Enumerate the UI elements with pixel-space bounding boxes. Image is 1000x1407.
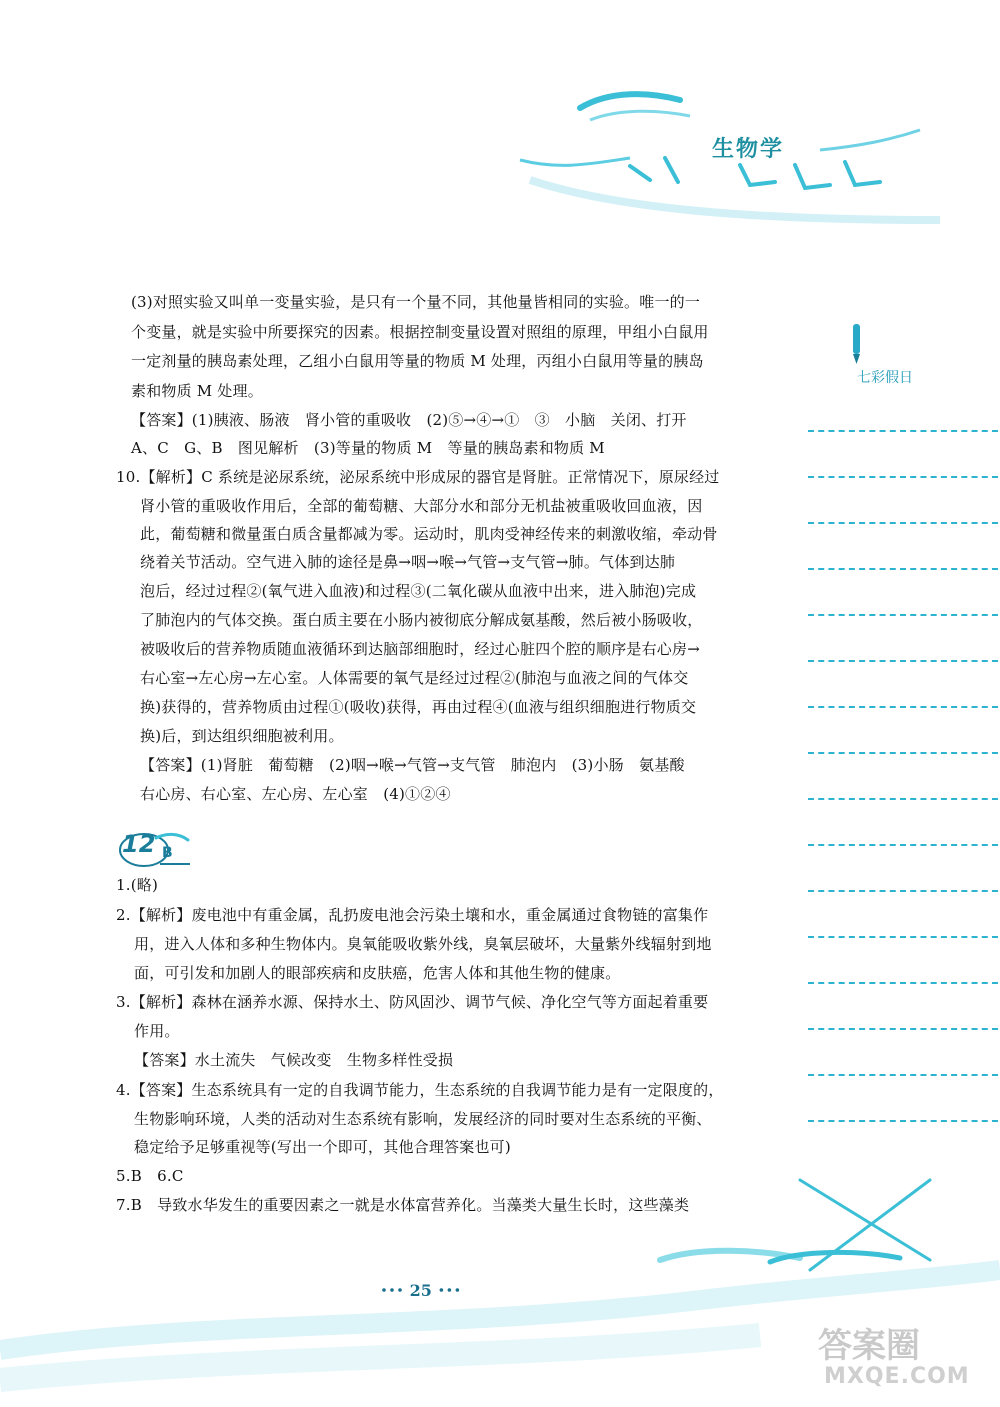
note-line bbox=[808, 706, 998, 708]
page-number: ･･･ 25 ･･･ bbox=[380, 1281, 462, 1300]
note-line bbox=[808, 568, 998, 570]
text-line: 3.【解析】森林在涵养水源、保持水土、防风固沙、调节气候、净化空气等方面起着重要 bbox=[116, 993, 709, 1011]
subject-title: 生物学 bbox=[712, 137, 785, 162]
text-line: 生物影响环境，人类的活动对生态系统有影响，发展经济的同时要对生态系统的平衡、 bbox=[134, 1110, 712, 1128]
note-line bbox=[808, 522, 998, 524]
note-line bbox=[808, 890, 998, 892]
text-line: 换)获得的，营养物质由过程①(吸收)获得，再由过程④(血液与组织细胞进行物质交 bbox=[140, 698, 697, 716]
text-line: (3)对照实验又叫单一变量实验，是只有一个量不同，其他量皆相同的实验。唯一的一 bbox=[131, 293, 701, 311]
text-line: 一定剂量的胰岛素处理，乙组小白鼠用等量的物质 M 处理，丙组小白鼠用等量的胰岛 bbox=[131, 352, 704, 370]
section-letter: B bbox=[162, 845, 173, 861]
text-line: 用，进入人体和多种生物体内。臭氧能吸收紫外线，臭氧层破坏，大量紫外线辐射到地 bbox=[134, 935, 712, 953]
text-line: 右心室→左心房→左心室。人体需要的氧气是经过过程②(肺泡与血液之间的气体交 bbox=[140, 669, 689, 687]
note-line bbox=[808, 752, 998, 754]
text-line: 此，葡萄糖和微量蛋白质含量都减为零。运动时，肌肉受神经传来的刺激收缩，牵动骨 bbox=[140, 525, 718, 543]
note-line bbox=[808, 1028, 998, 1030]
note-lines bbox=[808, 430, 998, 1166]
text-line: 了肺泡内的气体交换。蛋白质主要在小肠内被彻底分解成氨基酸，然后被小肠吸收， bbox=[140, 611, 703, 629]
text-line: 换)后，到达组织细胞被利用。 bbox=[140, 727, 344, 745]
text-line: 个变量，就是实验中所要探究的因素。根据控制变量设置对照组的原理，甲组小白鼠用 bbox=[131, 323, 709, 341]
section-number: 12 bbox=[122, 830, 156, 858]
note-line bbox=[808, 1074, 998, 1076]
note-line bbox=[808, 476, 998, 478]
note-line bbox=[808, 614, 998, 616]
watermark-logo-text: 答案圈 bbox=[818, 1326, 920, 1366]
text-line: 【答案】(1)胰液、肠液 肾小管的重吸收 (2)⑤→④→① ③ 小脑 关闭、打开 bbox=[131, 411, 687, 429]
text-line: 2.【解析】废电池中有重金属，乱扔废电池会污染土壤和水，重金属通过食物链的富集作 bbox=[116, 906, 709, 924]
text-line: 10.【解析】C 系统是泌尿系统，泌尿系统中形成尿的器官是肾脏。正常情况下，原尿经过 bbox=[116, 468, 720, 486]
text-line: 素和物质 M 处理。 bbox=[131, 382, 263, 400]
text-line: 作用。 bbox=[134, 1022, 180, 1040]
text-line: 稳定给予足够重视等(写出一个即可，其他合理答案也可) bbox=[134, 1138, 511, 1156]
pen-icon bbox=[847, 322, 867, 366]
text-line: 泡后，经过过程②(氧气进入血液)和过程③(二氧化碳从血液中出来，进入肺泡)完成 bbox=[140, 582, 697, 600]
text-line: 4.【答案】生态系统具有一定的自我调节能力，生态系统的自我调节能力是有一定限度的， bbox=[116, 1081, 724, 1099]
note-line bbox=[808, 982, 998, 984]
text-line: 右心房、右心室、左心房、左心室 (4)①②④ bbox=[140, 785, 451, 803]
text-line: 【答案】水土流失 气候改变 生物多样性受损 bbox=[134, 1051, 454, 1069]
watermark-url: MXQE.COM bbox=[824, 1364, 970, 1389]
text-line: 5.B 6.C bbox=[116, 1167, 184, 1185]
text-line: 【答案】(1)肾脏 葡萄糖 (2)咽→喉→气管→支气管 肺泡内 (3)小肠 氨基酸 bbox=[140, 756, 685, 774]
text-line: 绕着关节活动。空气进入肺的途径是鼻→咽→喉→气管→支气管→肺。气体到达肺 bbox=[140, 553, 676, 571]
note-line bbox=[808, 1120, 998, 1122]
text-line: 1.(略) bbox=[116, 876, 159, 894]
note-line bbox=[808, 844, 998, 846]
text-line: A、C G、B 图见解析 (3)等量的物质 M 等量的胰岛素和物质 M bbox=[131, 439, 605, 457]
side-brand: 七彩假日 bbox=[857, 370, 913, 386]
text-line: 肾小管的重吸收作用后，全部的葡萄糖、大部分水和部分无机盐被重吸收回血液，因 bbox=[140, 497, 703, 515]
text-line: 被吸收后的营养物质随血液循环到达脑部细胞时，经过心脏四个腔的顺序是右心房→ bbox=[140, 640, 700, 658]
text-line: 面，可引发和加剧人的眼部疾病和皮肤癌，危害人体和其他生物的健康。 bbox=[134, 964, 621, 982]
note-line bbox=[808, 798, 998, 800]
note-line bbox=[808, 430, 998, 432]
note-line bbox=[808, 660, 998, 662]
text-line: 7.B 导致水华发生的重要因素之一就是水体富营养化。当藻类大量生长时，这些藻类 bbox=[116, 1196, 690, 1214]
note-line bbox=[808, 936, 998, 938]
